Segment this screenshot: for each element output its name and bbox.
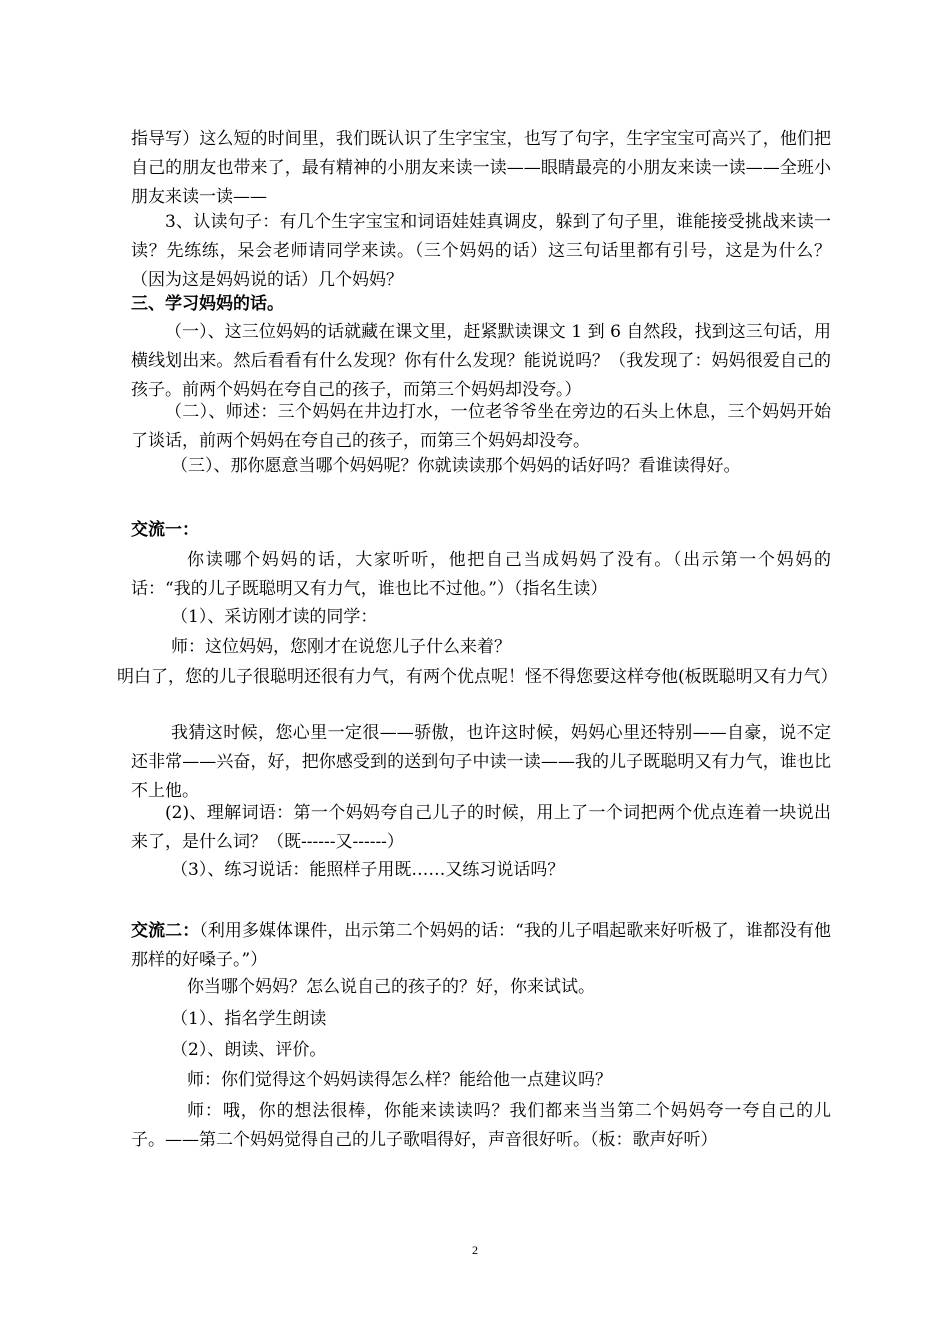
- paragraph-step-two: （二）、师述：三个妈妈在井边打水，一位老爷爷坐在旁边的石头上休息，三个妈妈开始了谈话，前两个妈妈在夸自己的孩子，而第三个妈妈却没夸。: [131, 402, 831, 451]
- paragraph-suggestion: 师：你们觉得这个妈妈读得怎么样？能给他一点建议吗？: [187, 1070, 612, 1090]
- paragraph-teacher-question: 师：这位妈妈，您刚才在说您儿子什么来着？: [171, 637, 511, 657]
- paragraph-exchange-two: [131, 917, 831, 975]
- page-number: 2: [472, 1243, 478, 1257]
- heading-exchange-two: 交流二：: [131, 921, 200, 941]
- paragraph-feelings: 我猜这时候，您心里一定很——骄傲，也许这时候，妈妈心里还特别——自豪，说不定还非常——兴奋，好，把你感受到的送到句子中读一读——我的儿子既聪明又有力气，谁也比不上他。: [131, 723, 831, 801]
- paragraph-read-sentences: 3、认读句子：有几个生字宝宝和词语娃娃真调皮，躲到了句子里，谁能接受挑战来读一读？先练练，呆会老师请同学来读。（三个妈妈的话）这三句话里都有引号，这是为什么？（因为这是妈妈说的话）几个妈妈？: [131, 212, 831, 290]
- paragraph-vocabulary: (2)、理解词语：第一个妈妈夸自己儿子的时候，用上了一个词把两个优点连着一块说出来了，是什么词？（既------又------）: [131, 803, 831, 852]
- paragraph-which-mother: 你当哪个妈妈？怎么说自己的孩子的？好，你来试试。: [187, 977, 595, 997]
- paragraph-step-one: （一）、这三位妈妈的话就藏在课文里，赶紧默读课文 1 到 6 自然段，找到这三句话，用横线划出来。然后看看有什么发现？你有什么发现？能说说吗？（我发现了：妈妈很爱自己的孩子。前两个妈妈在夸自己的孩子，而第三个妈妈却没夸。）: [131, 322, 831, 400]
- paragraph-evaluate: （2）、朗读、评价。: [171, 1040, 327, 1060]
- exchange-two-text: （利用多媒体课件，出示第二个妈妈的话：“我的儿子唱起歌来好听极了，谁都没有他那样的好嗓子。”）: [131, 921, 831, 970]
- paragraph-step-three: （三）、那你愿意当哪个妈妈呢？你就读读那个妈妈的话好吗？看谁读得好。: [171, 456, 741, 476]
- paragraph-read-aloud: （1）、指名学生朗读: [171, 1009, 327, 1029]
- paragraph-intro: 指导写）这么短的时间里，我们既认识了生字宝宝，也写了句字，生字宝宝可高兴了，他们把自己的朋友也带来了，最有精神的小朋友来读一读——眼睛最亮的小朋友来读一读——全班小朋友来读一读——: [131, 129, 831, 207]
- paragraph-practice-speaking: （3）、练习说话：能照样子用既……又练习说话吗？: [171, 860, 565, 880]
- paragraph-second-mother: 师：哦，你的想法很棒，你能来读读吗？我们都来当当第二个妈妈夸一夸自己的儿子。——第二个妈妈觉得自己的儿子歌唱得好，声音很好听。（板：歌声好听）: [131, 1101, 831, 1150]
- paragraph-exchange-one-intro: 你读哪个妈妈的话，大家听听，他把自己当成妈妈了没有。（出示第一个妈妈的话：“我的儿子既聪明又有力气，谁也比不过他。”）（指名生读）: [131, 550, 831, 599]
- section-heading-three: 三、学习妈妈的话。: [131, 294, 284, 314]
- heading-exchange-one: 交流一：: [131, 520, 199, 540]
- paragraph-understood: 明白了，您的儿子很聪明还很有力气，有两个优点呢！怪不得您要这样夸他(板既聪明又有力气）: [117, 667, 838, 687]
- paragraph-interview: （1）、采访刚才读的同学：: [171, 607, 378, 627]
